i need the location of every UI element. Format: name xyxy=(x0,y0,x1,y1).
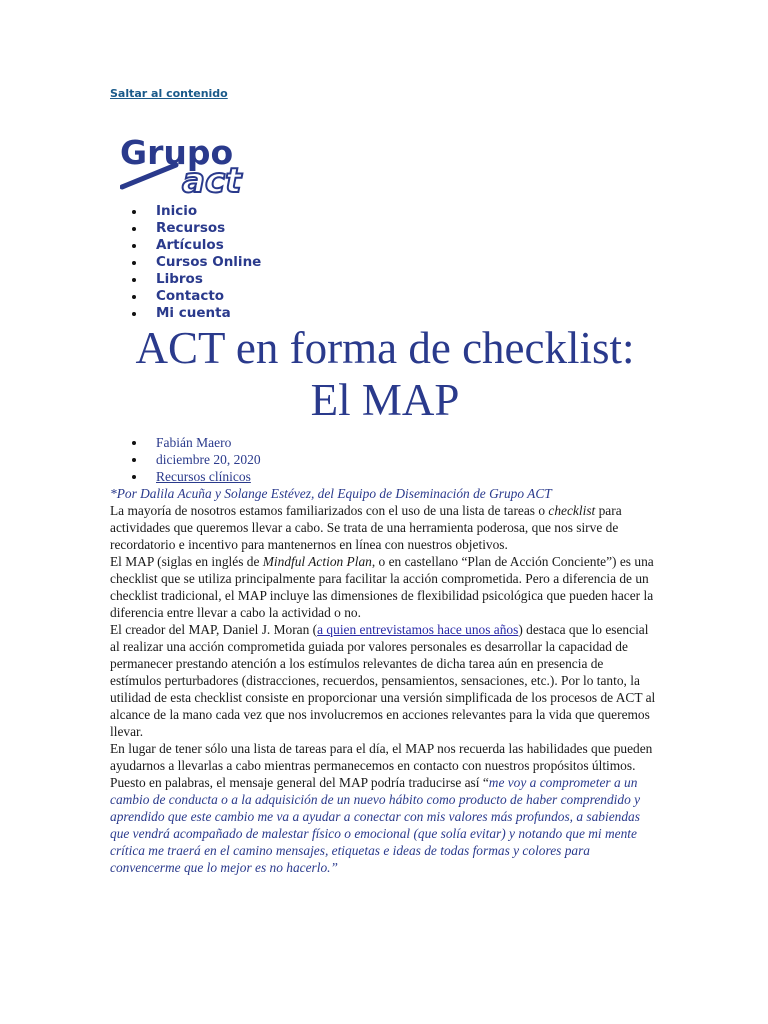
paragraph-4 xyxy=(110,740,658,876)
article-title: ACT en forma de checklist: El MAP xyxy=(135,323,635,425)
article-date[interactable]: diciembre 20, 2020 xyxy=(110,451,261,468)
nav-item-inicio[interactable]: Inicio xyxy=(110,203,261,220)
nav-item-cursos-online[interactable]: Cursos Online xyxy=(110,254,261,271)
nav-item-contacto[interactable]: Contacto xyxy=(110,288,261,305)
paragraph-2-text-a: El MAP (siglas en inglés de xyxy=(110,554,263,569)
article-category-label[interactable]: Recursos clínicos xyxy=(156,469,251,484)
paragraph-1-emphasis: checklist xyxy=(548,503,596,518)
paragraph-1-text-b: para actividades que queremos llevar a cabo. Se trata de una herramienta poderosa, que nos sirve de recordatorio e incentivo para mantenernos en línea con nuestros objetivos. xyxy=(110,503,622,552)
article-body xyxy=(110,485,658,876)
article-category[interactable] xyxy=(110,468,261,485)
paragraph-1-text-a: La mayoría de nosotros estamos familiarizados con el uso de una lista de tareas o xyxy=(110,503,549,518)
main-nav xyxy=(110,203,261,322)
article-meta xyxy=(110,434,261,485)
interview-link[interactable]: a quien entrevistamos hace unos años xyxy=(317,622,519,637)
paragraph-2 xyxy=(110,553,658,621)
paragraph-4-quote: me voy a comprometer a un cambio de conducta o a la adquisición de un nuevo hábito como producto de haber comprendido y aprendido que este cambio me va a ayudar a conectar con mis valores más profundos, a sabiendas que vendrá acompañado de malestar físico o emocional (que solía evitar) y notando que mi mente crítica me traerá en el camino mensajes, etiquetas e ideas de todas formas y colores para convencerme que lo mejor es no hacerlo. xyxy=(110,775,641,875)
grupo-act-logo[interactable] xyxy=(120,132,270,198)
paragraph-3-text-a: El creador del MAP, Daniel J. Moran ( xyxy=(110,622,318,637)
paragraph-3-text-b: ) destaca que lo esencial al realizar una acción comprometida guiada por valores personales es desarrollar la capacidad de permanecer prestando atención a los estímulos relevantes de dicha tarea aún en presencia de estímulos perturbadores (distracciones, recuerdos, pensamientos, sensaciones, etc.). Por lo tanto, la utilidad de esta checklist consiste en proporcionar una versión simplificada de los procesos de ACT al alcance de la mano cada vez que nos involucremos en acciones relevantes para la vida que queremos llevar. xyxy=(110,622,656,739)
skip-to-content-link[interactable]: Saltar al contenido xyxy=(110,87,228,100)
paragraph-2-text-b: , o en castellano “Plan de Acción Conciente”) es una checklist que se utiliza principalmente para facilitar la acción comprometida. Pero a diferencia de un checklist tradicional, el MAP incluye las dimensiones de flexibilidad psicológica que pueden hacer la diferencia entre llevar a cabo la actividad o no. xyxy=(110,554,654,620)
logo-line1: Grupo xyxy=(120,133,234,172)
grupo-act-logo-graphic xyxy=(120,132,270,198)
nav-item-libros[interactable]: Libros xyxy=(110,271,261,288)
paragraph-1 xyxy=(110,502,658,553)
article-author[interactable]: Fabián Maero xyxy=(110,434,261,451)
nav-item-recursos[interactable]: Recursos xyxy=(110,220,261,237)
article-credit: *Por Dalila Acuña y Solange Estévez, del Equipo de Diseminación de Grupo ACT xyxy=(110,486,552,501)
nav-item-mi-cuenta[interactable]: Mi cuenta xyxy=(110,305,261,322)
paragraph-4-text-a: En lugar de tener sólo una lista de tareas para el día, el MAP nos recuerda las habilidades que pueden ayudarnos a llevarlas a cabo mientras permanecemos en contacto con nuestros propósitos últimos. Puesto en palabras, el mensaje general del MAP podría traducirse así “ xyxy=(110,741,653,790)
nav-item-articulos[interactable]: Artículos xyxy=(110,237,261,254)
paragraph-4-quote-end: ” xyxy=(330,860,338,875)
logo-line2: act xyxy=(182,161,242,198)
paragraph-3 xyxy=(110,621,658,740)
paragraph-2-emphasis: Mindful Action Plan xyxy=(262,554,372,569)
